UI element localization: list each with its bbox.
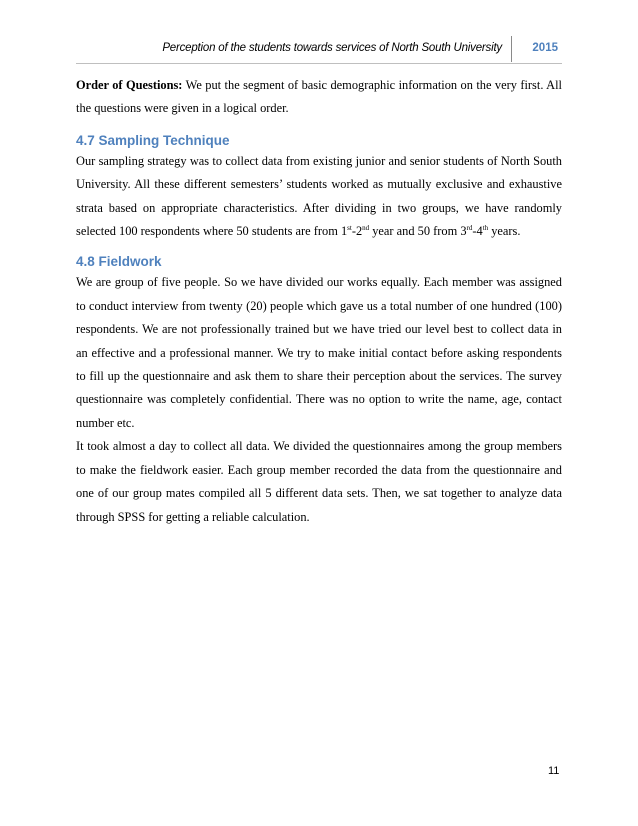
sampling-text-part: Our sampling strategy was to collect data from existing junior and senior students of North South University. All these different semesters’ students worked as mutually exclusive and exhaustive strata based on appropriate characteristics. After dividing in two groups, we have randomly selected 100 respondents where 50 students are from 1 — [76, 153, 562, 239]
header-rule — [76, 63, 562, 64]
sampling-text-part: -2 — [351, 224, 363, 239]
header-title: Perception of the students towards services of North South University — [162, 42, 502, 54]
page-number: 11 — [548, 765, 560, 777]
order-of-questions-paragraph — [76, 74, 562, 121]
order-of-questions-text: We put the segment of basic demographic information on the very first. All the questions were given in a logical order. — [76, 78, 562, 116]
page-content — [76, 74, 562, 529]
sampling-text-part: -4 — [472, 224, 483, 239]
page-header — [76, 36, 562, 64]
sampling-superscript: st — [347, 223, 352, 232]
sampling-text-part: years. — [488, 224, 521, 239]
header-year: 2015 — [532, 42, 558, 54]
sampling-superscript: nd — [362, 223, 370, 232]
sampling-technique-heading: 4.7 Sampling Technique — [76, 132, 230, 148]
fieldwork-heading: 4.8 Fieldwork — [76, 254, 162, 270]
sampling-superscript: th — [482, 223, 489, 232]
fieldwork-paragraph-2: It took almost a day to collect all data. We divided the questionnaires among the group members to make the fieldwork easier. Each group member recorded the data from the questionnaire and one of our group mates compiled all 5 different data sets. Then, we sat together to analyze data through SPSS for getting a reliable calculation. — [76, 439, 562, 524]
fieldwork-paragraph-1: We are group of five people. So we have divided our works equally. Each member was assigned to conduct interview from twenty (20) people which gave us a total number of one hundred (100) respondents. We are not professionally trained but we have tried our level best to collect data in an effective and a professional manner. We try to make initial contact before asking respondents to fill up the questionnaire and ask them to share their perception about the services. The survey questionnaire was completely confidential. There was no option to write the name, age, contact number etc. — [76, 275, 562, 430]
order-of-questions-label: Order of Questions: — [76, 78, 183, 92]
sampling-superscript: rd — [466, 223, 473, 232]
header-divider — [511, 36, 513, 62]
sampling-technique-paragraph — [76, 150, 562, 244]
sampling-text-part: year and 50 from 3 — [369, 224, 467, 239]
